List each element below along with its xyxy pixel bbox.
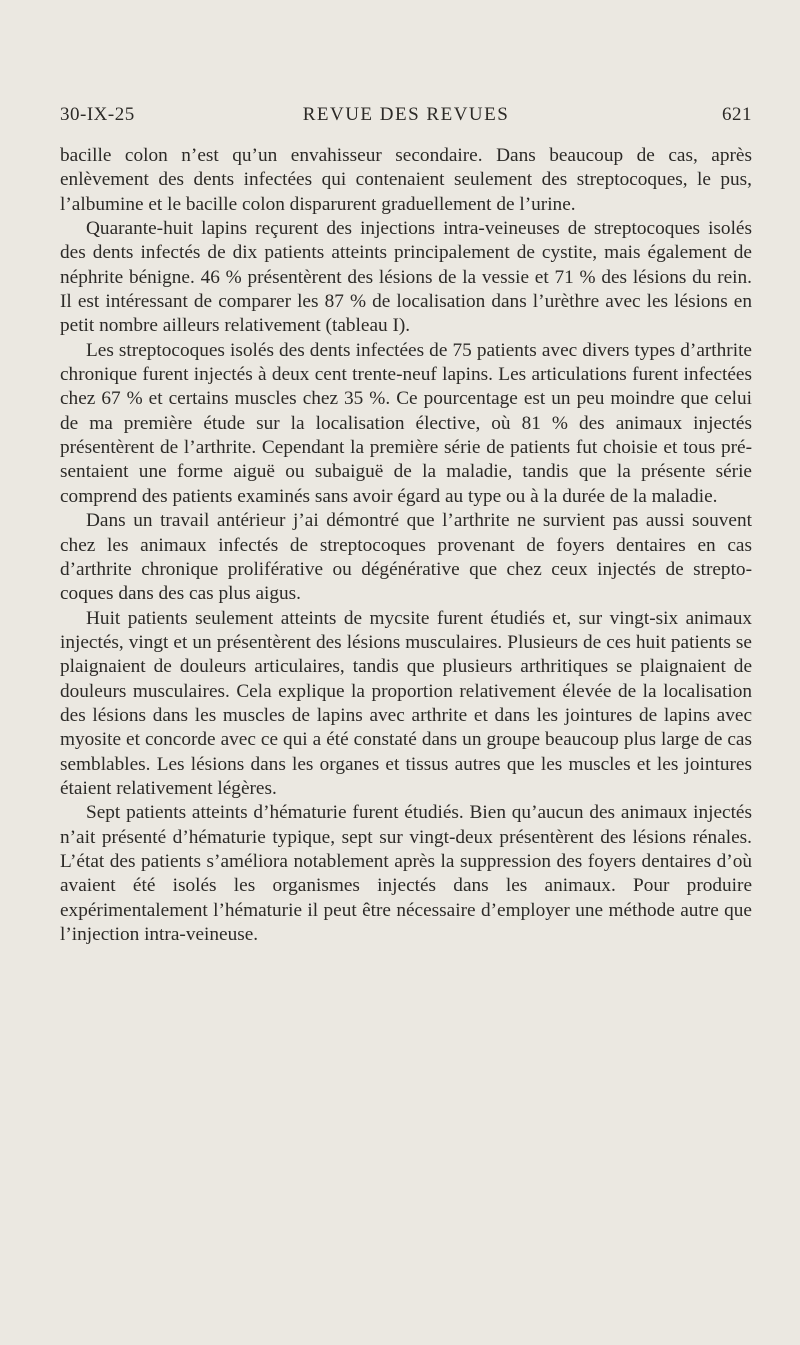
page-number: 621 [722,104,752,125]
paragraph-myositis: Huit patients seulement atteints de mycsite furent étudiés et, sur vingt-six animaux injectés, vingt et un présentèrent des lésions musculaires. Plusieurs de ces huit patients se plaignaient de douleurs articulaires, tandis que plusieurs arthritiques se plaignaient de douleurs musculaires. Cela explique la proportion relativement élevée de la localisation des lésions dans les muscles de lapins avec arthrite et dans les jointures de lapins avec myosite et concorde avec ce qui a été constaté dans un groupe beaucoup plus large de cas semblables. Les lésions dans les organes et tissus autres que les muscles et les jointures étaient relativement légères. [60,607,752,799]
paragraph-continuation: bacille colon n’est qu’un envahisseur secondaire. Dans beaucoup de cas, après enlèvement des dents infectées qui contenaient seulement des streptocoques, le pus, l’albumine et le bacille colon disparurent graduellement de l’urine. [60,145,752,215]
journal-section-title: REVUE DES REVUES [302,104,510,125]
header-date: 30-IX-25 [60,104,135,125]
paragraph-arthritis: Les streptocoques isolés des dents infectées de 75 patients avec divers types d’arthrite chronique furent injectés à deux cent trente-neuf lapins. Les articulations furent infectées chez 67 % et certains muscles chez 35 %. Ce pourcentage est un peu moindre que celui de ma première étude sur la localisation élective, où 81 % des animaux injectés présentèrent de l’arthrite. Cependant la première série de patients fut choisie et tous présentaient une forme aiguë ou subaiguë de la maladie, tandis que la présente série comprend des patients examinés sans avoir égard au type ou à la durée de la maladie. [60,339,752,507]
running-header [60,104,752,134]
paragraph-cystitis: Quarante-huit lapins reçurent des injections intra-veineuses de streptocoques isolés des dents infectés de dix patients atteints principalement de cystite, mais également de néphrite bénigne. 46 % présentèrent des lésions de la vessie et 71 % des lésions du rein. Il est intéressant de comparer les 87 % de localisation dans l’urèthre avec les lésions en petit nombre ailleurs relativement (tableau I). [60,218,752,337]
article-body [60,144,752,947]
paragraph-previous-work: Dans un travail antérieur j’ai démontré que l’arthrite ne survient pas aussi souvent chez les animaux infectés de streptocoques provenant de foyers dentaires en cas d’arthrite chronique proliférative ou dégénérative que chez ceux injectés de streptocoques dans des cas plus aigus. [60,510,752,605]
paragraph-hematuria: Sept patients atteints d’hématurie furent étudiés. Bien qu’aucun des animaux injectés n’ait présenté d’hématurie typique, sept sur vingt-deux présentèrent des lésions rénales. L’état des patients s’améliora notablement après la suppression des foyers dentaires d’où avaient été isolés les organismes injectés dans les animaux. Pour produire expérimentalement l’hématurie il peut être nécessaire d’employer une méthode autre que l’injection intra-veineuse. [60,802,752,945]
